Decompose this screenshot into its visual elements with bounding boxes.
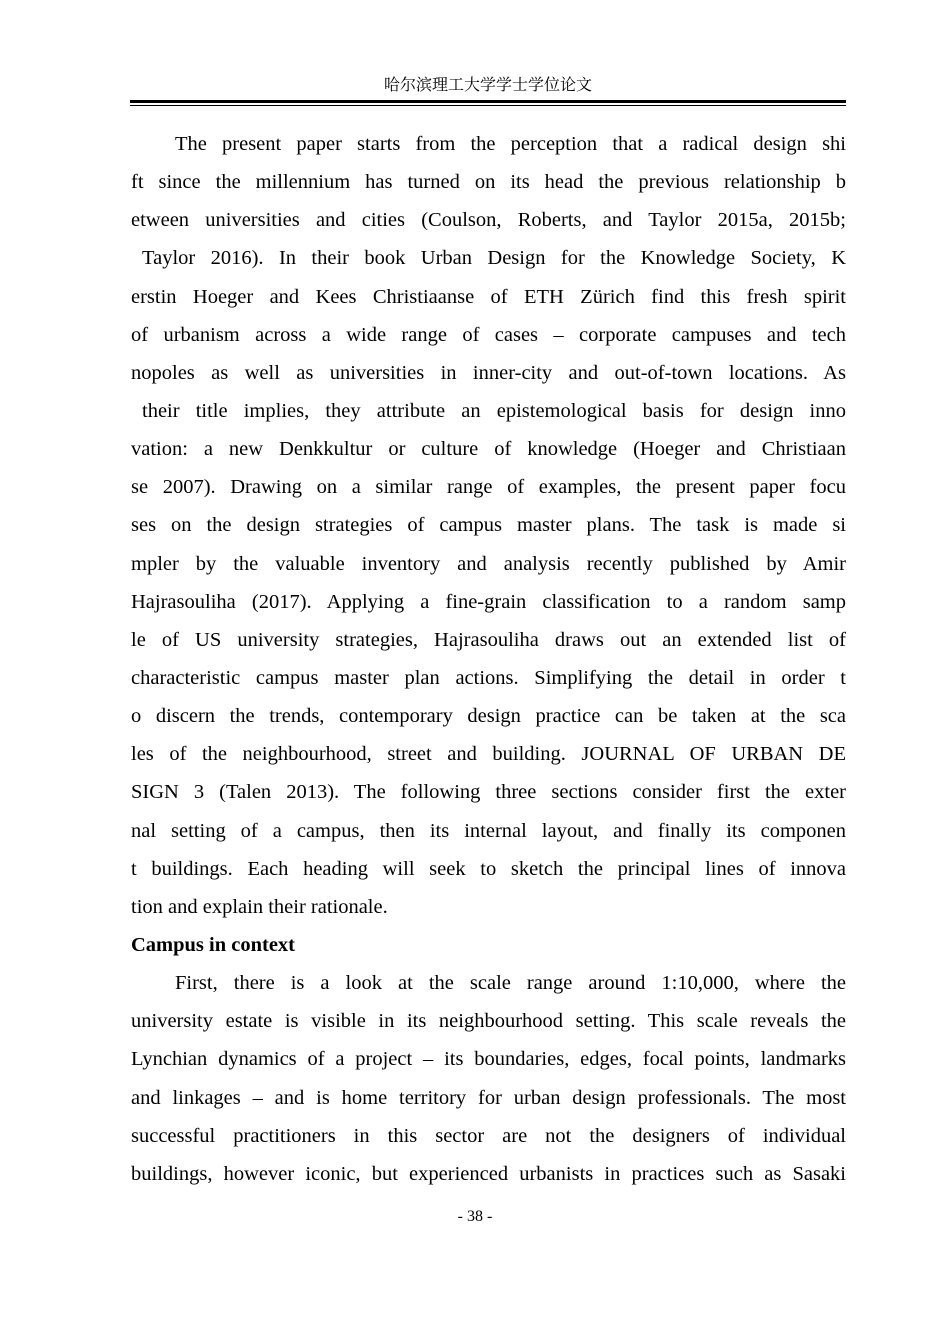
text-line: ft since the millennium has turned on its head the previous relationship b (131, 171, 846, 194)
header-rule-thin (130, 105, 846, 106)
text-line: le of US university strategies, Hajrasouliha draws out an extended list of (131, 628, 846, 651)
text-line: tion and explain their rationale. (131, 895, 388, 918)
running-header: 哈尔滨理工大学学士学位论文 (383, 77, 592, 94)
text-line: their title implies, they attribute an epistemological basis for design inno (142, 399, 846, 422)
section-heading: Campus in context (131, 933, 296, 956)
page-number: - 38 - (457, 1208, 493, 1225)
header-rule-thick (130, 100, 846, 103)
text-line: nal setting of a campus, then its internal layout, and finally its componen (131, 819, 846, 842)
text-line: buildings, however iconic, but experienced urbanists in practices such as Sasaki (131, 1162, 846, 1185)
text-line: les of the neighbourhood, street and building. JOURNAL OF URBAN DE (131, 743, 846, 766)
text-line: erstin Hoeger and Kees Christiaanse of ETH Zürich find this fresh spirit (131, 285, 846, 308)
text-line: Hajrasouliha (2017). Applying a fine-grain classification to a random samp (131, 590, 846, 613)
text-line: etween universities and cities (Coulson, Roberts, and Taylor 2015a, 2015b; (131, 209, 846, 232)
text-line: SIGN 3 (Talen 2013). The following three sections consider first the exter (131, 781, 846, 804)
text-line: nopoles as well as universities in inner-city and out-of-town locations. As (131, 361, 846, 384)
text-line: se 2007). Drawing on a similar range of examples, the present paper focu (131, 476, 846, 499)
text-line: Lynchian dynamics of a project – its boundaries, edges, focal points, landmarks (131, 1048, 846, 1071)
text-line: mpler by the valuable inventory and analysis recently published by Amir (131, 552, 846, 575)
text-line: university estate is visible in its neighbourhood setting. This scale reveals the (131, 1010, 846, 1033)
text-line: vation: a new Denkkultur or culture of knowledge (Hoeger and Christiaan (131, 438, 846, 461)
text-line: t buildings. Each heading will seek to sketch the principal lines of innova (131, 857, 846, 880)
text-line: ses on the design strategies of campus master plans. The task is made si (131, 514, 846, 537)
text-line: of urbanism across a wide range of cases – corporate campuses and tech (131, 323, 846, 346)
text-line: First, there is a look at the scale range around 1:10,000, where the (175, 972, 846, 995)
text-line: successful practitioners in this sector are not the designers of individual (131, 1124, 846, 1147)
text-line: characteristic campus master plan actions. Simplifying the detail in order t (131, 666, 846, 689)
text-line: and linkages – and is home territory for urban design professionals. The most (131, 1086, 846, 1109)
text-line: o discern the trends, contemporary design practice can be taken at the sca (131, 705, 846, 728)
text-line: The present paper starts from the perception that a radical design shi (175, 133, 846, 155)
body-text (131, 125, 846, 1193)
text-line: Taylor 2016). In their book Urban Design for the Knowledge Society, K (142, 247, 846, 270)
